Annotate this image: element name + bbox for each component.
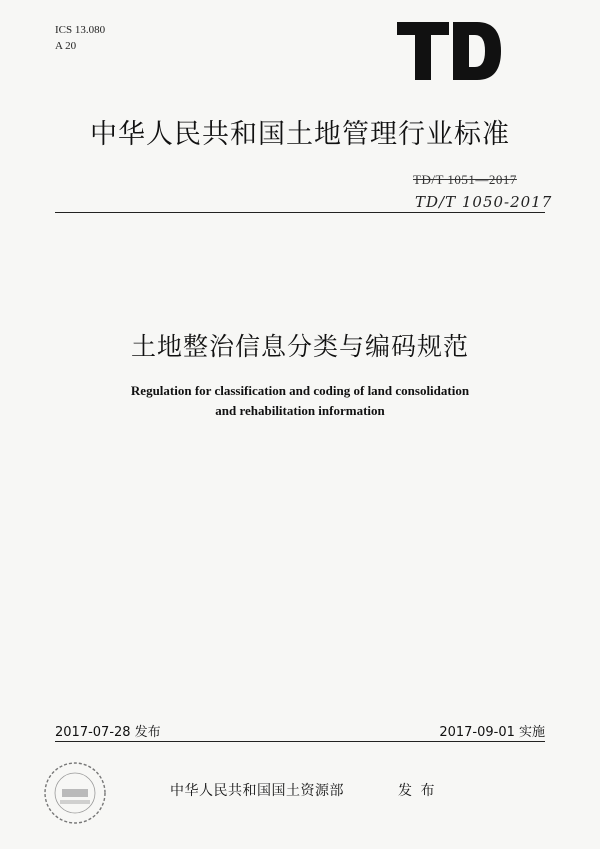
td-logo — [395, 16, 503, 84]
handwritten-standard-number: TD/T 1050-2017 — [415, 193, 553, 211]
ics-code: ICS 13.080 — [55, 24, 106, 36]
english-title-line-1: Regulation for classification and coding of land consolidation — [130, 383, 470, 398]
bottom-divider — [55, 741, 545, 742]
issue-date: 2017-07-28 发布 — [55, 725, 161, 740]
top-divider — [55, 212, 545, 213]
standard-title-chinese: 土地整治信息分类与编码规范 — [130, 332, 469, 361]
industry-standard-title: 中华人民共和国土地管理行业标准 — [90, 119, 510, 150]
ccs-code: A 20 — [55, 40, 77, 52]
publish-label: 发 布 — [398, 783, 437, 799]
publisher-name: 中华人民共和国国土资源部 — [170, 783, 344, 799]
standard-title-english — [0, 381, 600, 421]
english-title-line-2: and rehabilitation information — [215, 403, 385, 418]
implementation-date: 2017-09-01 实施 — [439, 725, 545, 740]
struck-standard-number: TD/T 1051—2017 — [413, 172, 517, 187]
publisher-stamp — [42, 760, 108, 826]
